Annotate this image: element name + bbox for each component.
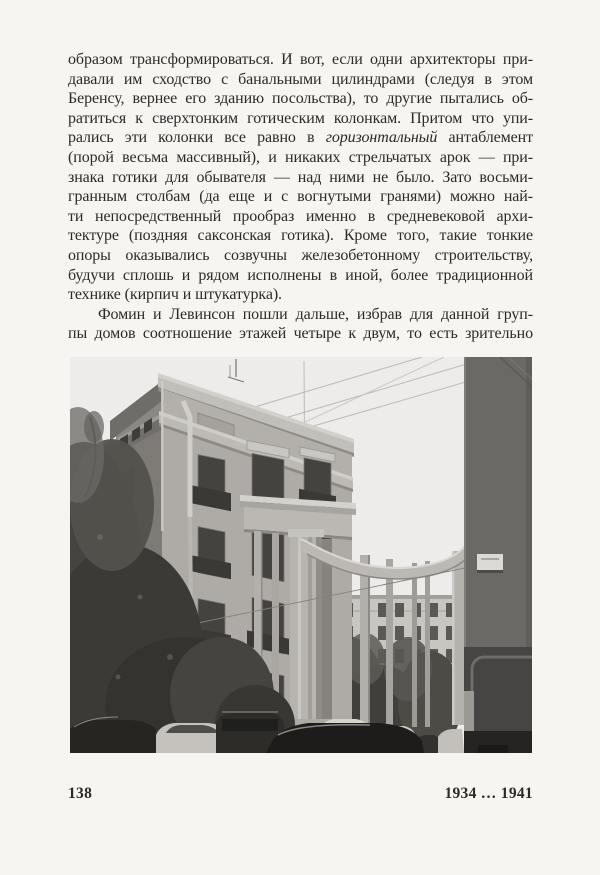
edition-years: 1934 … 1941	[444, 785, 533, 802]
text-line: давали им сходство с банальными цилиндрами (следуя в этом	[68, 70, 533, 88]
text-line: ти непосредственный прообраз именно в средневековой архи-	[68, 207, 533, 225]
italic-term: горизонтальный	[325, 129, 438, 147]
text-line	[68, 128, 533, 148]
text-line: Беренсу, вернее его зданию посольства), то другие пытались об-	[68, 90, 533, 108]
text-line: опоры оказывались созвучны железобетонному строительству,	[68, 246, 533, 264]
page-footer	[68, 785, 533, 803]
page-number: 138	[68, 785, 93, 802]
text-line: ратиться к сверхтонким готическим колонкам. Притом что упи-	[68, 109, 533, 127]
text-line: технике (кирпич и штукатурка).	[68, 286, 282, 304]
text-line: (порой весьма массивный), и никаких стрельчатых арок — при-	[68, 148, 533, 166]
building-photo-graphic	[70, 357, 532, 753]
text-line: будучи сплошь и рядом исполнены в иной, более традиционной	[68, 266, 533, 284]
text-line: тектуре (поздняя саксонская готика). Кроме того, такие тонкие	[68, 227, 533, 245]
text-line: Фомин и Левинсон пошли дальше, избрав для данной груп-	[98, 305, 533, 323]
body-text	[68, 50, 533, 344]
text-run: рались эти колонки все равно в	[68, 129, 326, 147]
building-photo	[70, 357, 532, 753]
text-line: пы домов соотношение этажей четыре к двум, то есть зрительно	[68, 325, 533, 343]
right-foreground	[464, 357, 532, 753]
text-run: антаблемент	[437, 129, 533, 147]
text-line: образом трансформироваться. И вот, если одни архитекторы при-	[68, 51, 533, 68]
text-line: гранным столбам (да еще и с вогнутыми гранями) можно най-	[68, 188, 533, 206]
ac-unit	[477, 554, 503, 572]
text-line: знака готики для обывателя — над ними не было. Зато восьми-	[68, 168, 533, 186]
